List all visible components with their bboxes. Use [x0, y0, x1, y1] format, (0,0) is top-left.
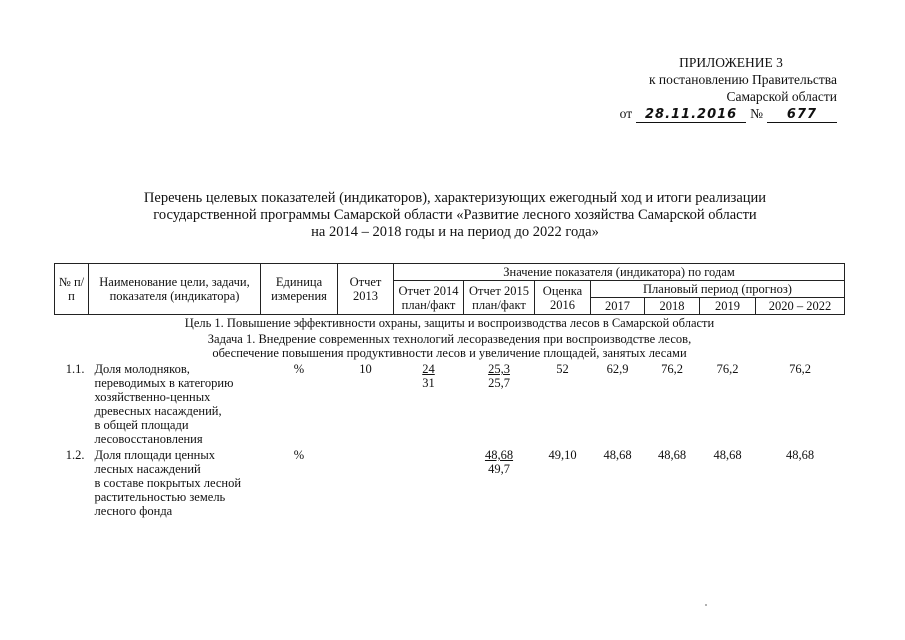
appendix-title: ПРИЛОЖЕНИЕ 3 — [679, 55, 783, 70]
row-num: 1.1. — [65, 362, 85, 376]
task-caption — [55, 331, 845, 361]
row-name-line: в составе покрытых лесной — [94, 476, 242, 490]
header-unit: Единица измерения — [261, 264, 338, 315]
header-2017: 2017 — [591, 298, 645, 315]
document-title — [60, 190, 850, 241]
row-report-2014 — [394, 361, 464, 447]
from-label: от — [619, 106, 633, 121]
plan-value: 48,68 — [484, 448, 514, 462]
indicators-table — [54, 263, 845, 519]
goal-caption: Цель 1. Повышение эффективности охраны, защиты и воспроизводства лесов в Самарской области — [184, 316, 715, 330]
appendix-signature-row — [597, 105, 837, 123]
row-name-line: древесных насаждений, — [94, 404, 222, 418]
fact-value: 25,7 — [488, 376, 510, 390]
number-label: № — [750, 106, 763, 121]
table-row — [55, 447, 845, 519]
row-name-line: хозяйственно-ценных — [94, 390, 211, 404]
header-name: Наименование цели, задачи, показателя (индикатора) — [89, 264, 261, 315]
header-num: № п/п — [55, 264, 89, 315]
row-estimate-2016: 49,10 — [548, 448, 577, 462]
fact-value: 49,7 — [488, 462, 510, 476]
header-plan-period: Плановый период (прогноз) — [591, 281, 845, 298]
plan-value: 25,3 — [488, 362, 510, 376]
task-line-1: Задача 1. Внедрение современных технологий лесоразведения при воспроизводстве лесов, — [207, 332, 692, 346]
header-report-2015: Отчет 2015 план/факт — [464, 281, 535, 315]
row-2020-2022: 76,2 — [789, 362, 811, 376]
task-line-2: обеспечение повышения продуктивности лесов и увеличение площадей, занятых лесами — [212, 346, 687, 360]
row-name-line: лесного фонда — [94, 504, 173, 518]
row-2018: 48,68 — [657, 448, 687, 462]
row-report-2014 — [394, 447, 464, 519]
pencil-mark — [705, 604, 707, 606]
row-unit: % — [293, 448, 305, 462]
row-name-line: лесных насаждений — [94, 462, 201, 476]
row-name-line: растительностью земель — [94, 490, 226, 504]
appendix-header — [597, 54, 837, 123]
handwritten-number: 677 — [767, 107, 837, 123]
row-report-2013: 10 — [359, 362, 372, 376]
header-2020-2022: 2020 – 2022 — [756, 298, 845, 315]
row-estimate-2016: 52 — [556, 362, 569, 376]
row-2017: 62,9 — [606, 362, 629, 376]
header-2018: 2018 — [645, 298, 700, 315]
row-name-line: в общей площади — [94, 418, 189, 432]
header-2019: 2019 — [700, 298, 756, 315]
row-2017: 48,68 — [603, 448, 632, 462]
row-2019: 76,2 — [716, 362, 739, 376]
appendix-line-2: к постановлению Правительства — [648, 72, 837, 87]
row-unit: % — [293, 362, 305, 376]
table-header — [55, 264, 845, 315]
title-line-2: государственной программы Самарской области «Развитие лесного хозяйства Самарской области — [153, 207, 757, 223]
row-name-line: переводимых в категорию — [94, 376, 234, 390]
row-report-2013 — [338, 447, 394, 519]
row-report-2015 — [464, 361, 535, 447]
title-line-1: Перечень целевых показателей (индикаторов), характеризующих ежегодный ход и итоги реализации — [143, 190, 767, 206]
title-line-3: на 2014 – 2018 годы и на период до 2022 года» — [311, 224, 599, 240]
row-num: 1.2. — [65, 448, 85, 462]
header-values-group: Значение показателя (индикатора) по годам — [394, 264, 845, 281]
row-name — [89, 361, 261, 447]
header-report-2013: Отчет 2013 — [338, 264, 394, 315]
row-report-2015 — [464, 447, 535, 519]
fact-value: 31 — [422, 376, 435, 390]
header-report-2014: Отчет 2014 план/факт — [394, 281, 464, 315]
row-name-line: Доля площади ценных — [94, 448, 216, 462]
table-row — [55, 361, 845, 447]
row-2018: 76,2 — [661, 362, 683, 376]
plan-value: 24 — [422, 362, 435, 376]
appendix-line-3: Самарской области — [726, 89, 837, 104]
row-name-line: Доля молодняков, — [94, 362, 190, 376]
handwritten-date: 28.11.2016 — [636, 107, 746, 123]
row-2020-2022: 48,68 — [785, 448, 815, 462]
header-estimate-2016: Оценка 2016 — [535, 281, 591, 315]
row-name — [89, 447, 261, 519]
row-2019: 48,68 — [713, 448, 742, 462]
row-name-line: лесовосстановления — [94, 432, 203, 446]
